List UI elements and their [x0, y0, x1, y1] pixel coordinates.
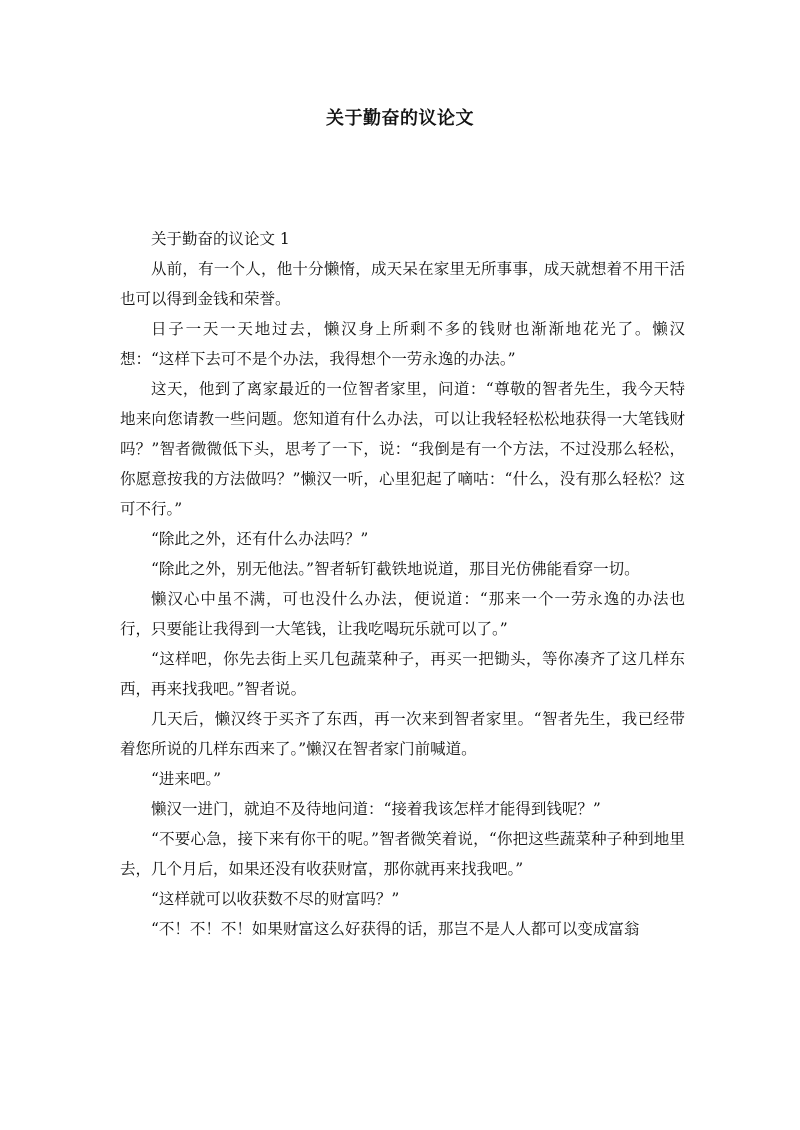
- paragraph-2: 日子一天一天地过去，懒汉身上所剩不多的钱财也渐渐地花光了。懒汉想：“这样下去可不是个办法，我得想个一劳永逸的办法。”: [120, 320, 685, 368]
- paragraph-4: “除此之外，还有什么办法吗？”: [151, 530, 369, 548]
- paragraph-6: 懒汉心中虽不满，可也没什么办法，便说道：“那来一个一劳永逸的办法也行，只要能让我得到一大笔钱，让我吃喝玩乐就可以了。”: [120, 590, 685, 638]
- paragraph-11: “不要心急，接下来有你干的呢。”智者微笑着说，“你把这些蔬菜种子种到地里去，几个月后，如果还没有收获财富，那你就再来找我吧。”: [120, 830, 685, 878]
- paragraph-10: 懒汉一进门，就迫不及待地问道：“接着我该怎样才能得到钱呢？”: [151, 800, 601, 818]
- paragraph-5: “除此之外，别无他法。”智者斩钉截铁地说道，那目光仿佛能看穿一切。: [151, 560, 640, 578]
- paragraph-13: “不！不！不！如果财富这么好获得的话，那岂不是人人都可以变成富翁: [151, 920, 640, 938]
- paragraph-1: 从前，有一个人，他十分懒惰，成天呆在家里无所事事，成天就想着不用干活也可以得到金钱和荣誉。: [120, 260, 685, 308]
- document-title: 关于勤奋的议论文: [326, 108, 474, 129]
- paragraph-9: “进来吧。”: [151, 770, 222, 788]
- document-body: [120, 224, 685, 944]
- section-heading: 关于勤奋的议论文 1: [151, 230, 290, 248]
- paragraph-7: “这样吧，你先去街上买几包蔬菜种子，再买一把锄头，等你凑齐了这几样东西，再来找我吧。”智者说。: [120, 650, 685, 698]
- paragraph-8: 几天后，懒汉终于买齐了东西，再一次来到智者家里。“智者先生，我已经带着您所说的几样东西来了。”懒汉在智者家门前喊道。: [120, 710, 685, 758]
- paragraph-12: “这样就可以收获数不尽的财富吗？”: [151, 890, 400, 908]
- paragraph-3: 这天，他到了离家最近的一位智者家里，问道：“尊敬的智者先生，我今天特地来向您请教一些问题。您知道有什么办法，可以让我轻轻松松地获得一大笔钱财吗？”智者微微低下头，思考了一下，说：“我倒是有一个方法，不过没那么轻松，你愿意按我的方法做吗？”懒汉一听，心里犯起了嘀咕：“什么，没有那么轻松？这可不行。”: [120, 380, 685, 518]
